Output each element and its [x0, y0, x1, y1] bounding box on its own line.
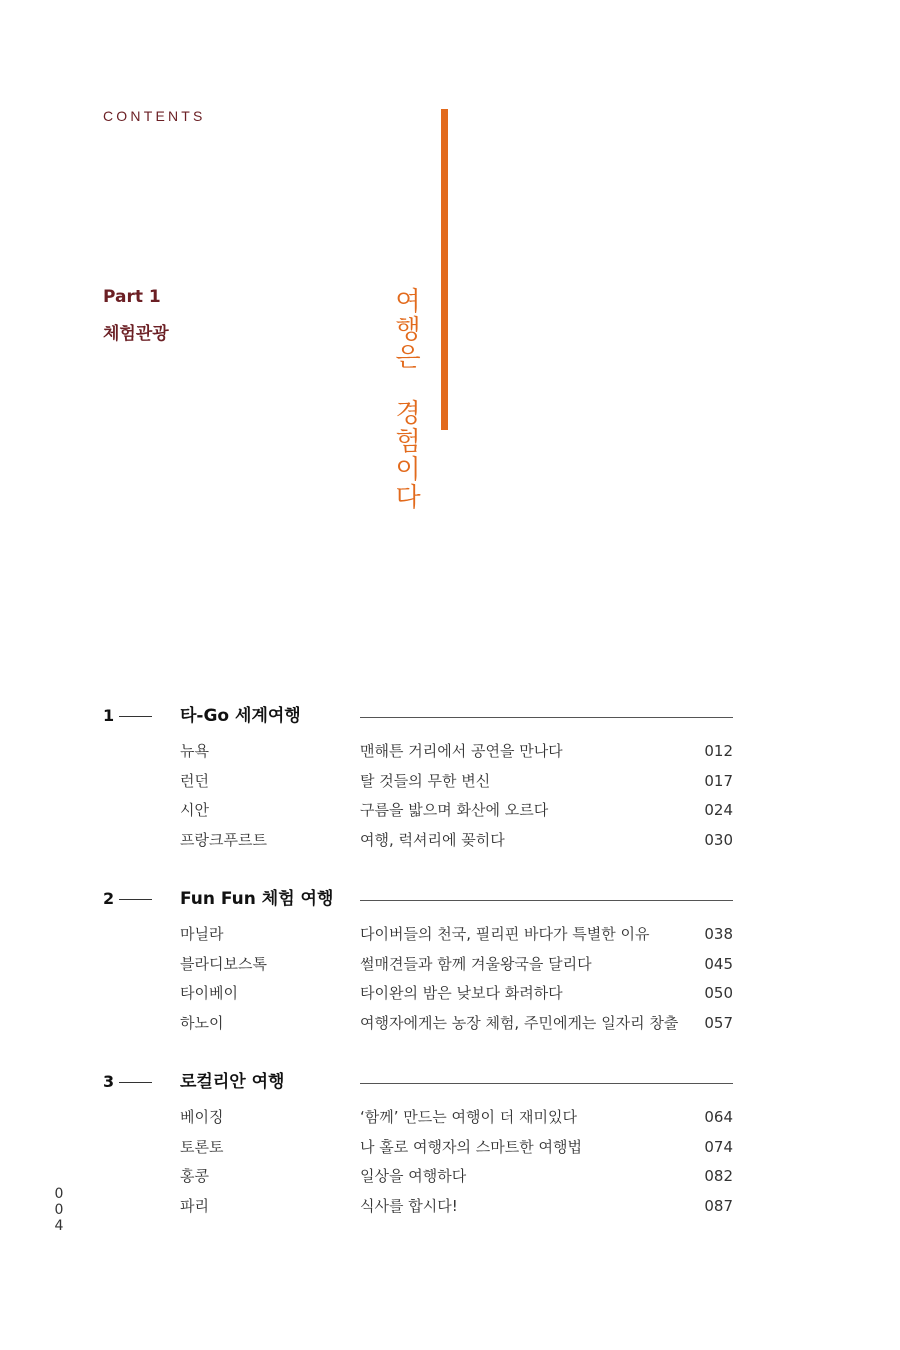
entry-title: 나 홀로 여행자의 스마트한 여행법: [360, 1137, 582, 1156]
entry-title: 탈 것들의 무한 변신: [360, 771, 491, 790]
entry-city: 런던: [180, 771, 209, 790]
toc-entry: [0, 983, 900, 1013]
section-rule: [360, 717, 733, 718]
entry-city: 토론토: [180, 1137, 224, 1156]
toc-entry: [0, 1166, 900, 1196]
toc-entry: [0, 741, 900, 771]
section-number-rule: [119, 899, 152, 900]
entry-list: [0, 741, 900, 859]
entry-title: 구름을 밟으며 화산에 오르다: [360, 801, 549, 820]
entry-page: 045: [704, 954, 733, 973]
entry-city: 하노이: [180, 1013, 224, 1032]
section-number: 2: [103, 889, 115, 908]
vertical-theme-title: 여 행 은 경 험 이 다: [395, 287, 421, 513]
entry-title: 썰매견들과 함께 겨울왕국을 달리다: [360, 954, 592, 973]
entry-page: 074: [704, 1137, 733, 1156]
entry-city: 시안: [180, 801, 209, 820]
entry-page: 064: [704, 1108, 733, 1126]
page-number: 0 0 4: [54, 1186, 64, 1234]
toc-entry: [0, 771, 900, 801]
toc-entry: [0, 924, 900, 954]
entry-city: 프랑크푸르트: [180, 830, 267, 849]
entry-page: 082: [704, 1167, 733, 1186]
entry-page: 012: [704, 742, 733, 760]
section-title: Fun Fun 체험 여행: [180, 889, 334, 909]
entry-city: 홍콩: [180, 1167, 209, 1186]
entry-city: 파리: [180, 1196, 209, 1215]
section-title: 타-Go 세계여행: [180, 706, 301, 726]
entry-title: 일상을 여행하다: [360, 1167, 467, 1186]
section-number-rule: [119, 1082, 152, 1083]
entry-page: 050: [704, 984, 733, 1003]
toc-entry: [0, 800, 900, 830]
toc-entry: [0, 1196, 900, 1226]
section-rule: [360, 900, 733, 901]
entry-city: 베이징: [180, 1108, 224, 1126]
section-number: 1: [103, 706, 115, 725]
section-number: 3: [103, 1072, 115, 1091]
entry-title: 다이버들의 천국, 필리핀 바다가 특별한 이유: [360, 925, 650, 943]
entry-title: 여행, 럭셔리에 꽂히다: [360, 830, 505, 849]
toc-entry: [0, 1107, 900, 1137]
entry-title: 여행자에게는 농장 체험, 주민에게는 일자리 창출: [360, 1013, 679, 1032]
entry-list: [0, 1107, 900, 1225]
entry-city: 뉴욕: [180, 742, 209, 760]
entry-city: 블라디보스톡: [180, 954, 267, 973]
entry-city: 마닐라: [180, 925, 224, 943]
contents-label: CONTENTS: [103, 108, 206, 124]
entry-page: 087: [704, 1196, 733, 1215]
section-rule: [360, 1083, 733, 1084]
entry-page: 057: [704, 1013, 733, 1032]
toc-entry: [0, 1013, 900, 1043]
toc-entry: [0, 830, 900, 860]
entry-list: [0, 924, 900, 1042]
entry-title: 맨해튼 거리에서 공연을 만나다: [360, 742, 563, 760]
toc-entry: [0, 1137, 900, 1167]
entry-page: 030: [704, 830, 733, 849]
entry-page: 024: [704, 801, 733, 820]
entry-title: 식사를 합시다!: [360, 1196, 458, 1215]
part-title: 체험관광: [103, 324, 169, 344]
entry-title: ‘함께’ 만드는 여행이 더 재미있다: [360, 1108, 577, 1126]
section-title: 로컬리안 여행: [180, 1072, 285, 1092]
part-label: Part 1: [103, 287, 161, 307]
entry-title: 타이완의 밤은 낮보다 화려하다: [360, 984, 563, 1003]
section-number-rule: [119, 716, 152, 717]
accent-bar: [441, 109, 448, 430]
entry-page: 038: [704, 925, 733, 943]
toc-entry: [0, 954, 900, 984]
entry-city: 타이베이: [180, 984, 238, 1003]
entry-page: 017: [704, 771, 733, 790]
